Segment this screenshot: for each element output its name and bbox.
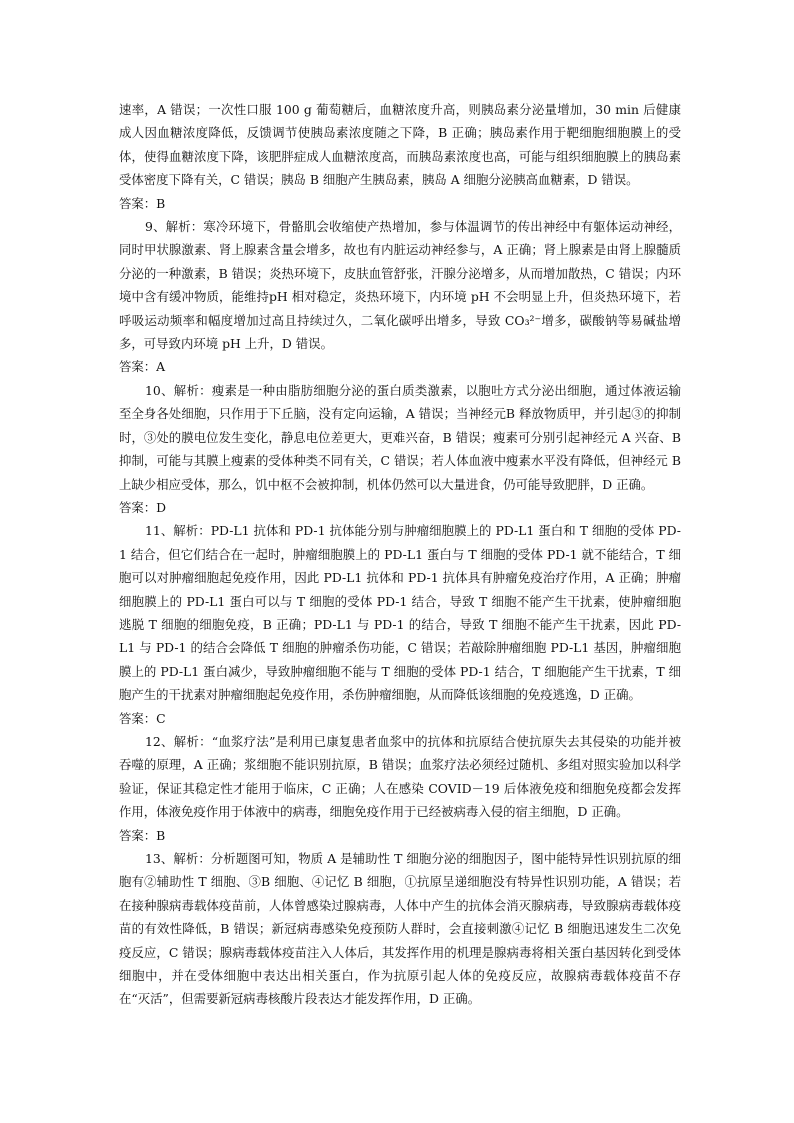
answer-12: 答案：B [119,827,166,843]
answer-11: 答案：C [119,710,166,726]
paragraph-11: 11、解析：PD-L1 抗体和 PD-1 抗体能分别与肿瘤细胞膜上的 PD-L1 蛋白和 T 细胞的受体 PD-1 结合，但它们结合在一起时，肿瘤细胞膜上的 PD-L1 蛋白与 T 细胞的受体 PD-1 就不能结合，T 细胞可以对肿瘤细胞起免疫作用，因此 PD-L1 抗体和 PD-1 抗体具有肿瘤免疫治疗作用，A 正确；肿瘤细胞膜上的 PD-L1 蛋白可以与 T 细胞的受体 PD-1 结合，导致 T 细胞不能产生干扰素，使肿瘤细胞逃脱 T 细胞的细胞免疫，B 正确；PD-L1 与 PD-1 的结合，导致 T 细胞不能产生干扰素，因此 PD-L1 与 PD-1 的结合会降低 T 细胞的肿瘤杀伤功能，C 错误；若敲除肿瘤细胞 PD-L1 基因，肿瘤细胞膜上的 PD-L1 蛋白减少，导致肿瘤细胞不能与 T 细胞的受体 PD-1 结合，T 细胞能产生干扰素，T 细胞产生的干扰素对肿瘤细胞起免疫作用，杀伤肿瘤细胞，从而降低该细胞的免疫逃逸，D 正确。 [119,523,681,703]
document-page [119,98,681,1011]
answer-8: 答案：B [119,195,166,211]
paragraph-8-continuation: 速率，A 错误；一次性口服 100 g 葡萄糖后，血糖浓度升高，则胰岛素分泌量增加，30 min 后健康成人因血糖浓度降低，反馈调节使胰岛素浓度随之下降，B 正确；胰岛素作用于靶细胞细胞膜上的受体，使得血糖浓度下降，该肥胖症成人血糖浓度高，而胰岛素浓度也高，可能与组织细胞膜上的胰岛素受体密度下降有关，C 错误；胰岛 B 细胞产生胰岛素，胰岛 A 细胞分泌胰高血糖素，D 错误。 [119,102,681,188]
answer-10: 答案：D [119,499,167,515]
paragraph-9: 9、解析：寒冷环境下，骨骼肌会收缩使产热增加，参与体温调节的传出神经中有躯体运动神经，同时甲状腺激素、肾上腺素含量会增多，故也有内脏运动神经参与，A 正确；肾上腺素是由肾上腺髓质分泌的一种激素，B 错误；炎热环境下，皮肤血管舒张，汗腺分泌增多，从而增加散热，C 错误；内环境中含有缓冲物质，能维持pH 相对稳定，炎热环境下，内环境 pH 不会明显上升，但炎热环境下，若呼吸运动频率和幅度增加过高且持续过久，二氧化碳呼出增多，导致 CO₃²⁻增多，碳酸钠等易碱盐增多，可导致内环境 pH 上升，D 错误。 [119,219,681,352]
paragraph-10: 10、解析：瘦素是一种由脂肪细胞分泌的蛋白质类激素，以胞吐方式分泌出细胞，通过体液运输至全身各处细胞，只作用于下丘脑，没有定向运输，A 错误；当神经元B 释放物质甲，并引起③的抑制时，③处的膜电位发生变化，静息电位差更大，更难兴奋，B 错误；瘦素可分别引起神经元 A 兴奋、B 抑制，可能与其膜上瘦素的受体种类不同有关，C 错误；若人体血液中瘦素水平没有降低，但神经元 B 上缺少相应受体，那么，饥中枢不会被抑制，机体仍然可以大量进食，仍可能导致肥胖，D 正确。 [119,382,681,492]
paragraph-13: 13、解析：分析题图可知，物质 A 是辅助性 T 细胞分泌的细胞因子，图中能特异性识别抗原的细胞有②辅助性 T 细胞、③B 细胞、④记忆 B 细胞，①抗原呈递细胞没有特异性识别功能，A 错误；若在接种腺病毒载体疫苗前，人体曾感染过腺病毒，人体中产生的抗体会消灭腺病毒，导致腺病毒载体疫苗的有效性降低，B 错误；新冠病毒感染免疫预防人群时，会直接刺激④记忆 B 细胞迅速发生二次免疫反应，C 错误；腺病毒载体疫苗注入人体后，其发挥作用的机理是腺病毒将相关蛋白基因转化到受体细胞中，并在受体细胞中表达出相关蛋白，作为抗原引起人体的免疫反应，故腺病毒载体疫苗不存在“灭活”，但需要新冠病毒核酸片段表达才能发挥作用，D 正确。 [119,851,681,1007]
paragraph-12: 12、解析：“血浆疗法”是利用已康复患者血浆中的抗体和抗原结合使抗原失去其侵染的功能并被吞噬的原理，A 正确；浆细胞不能识别抗原，B 错误；血浆疗法必须经过随机、多组对照实验加以科学验证，保证其稳定性才能用于临床，C 正确；人在感染 COVID－19 后体液免疫和细胞免疫都会发挥作用，体液免疫作用于体液中的病毒，细胞免疫作用于已经被病毒入侵的宿主细胞，D 正确。 [119,733,681,820]
answer-9: 答案：A [119,359,166,375]
